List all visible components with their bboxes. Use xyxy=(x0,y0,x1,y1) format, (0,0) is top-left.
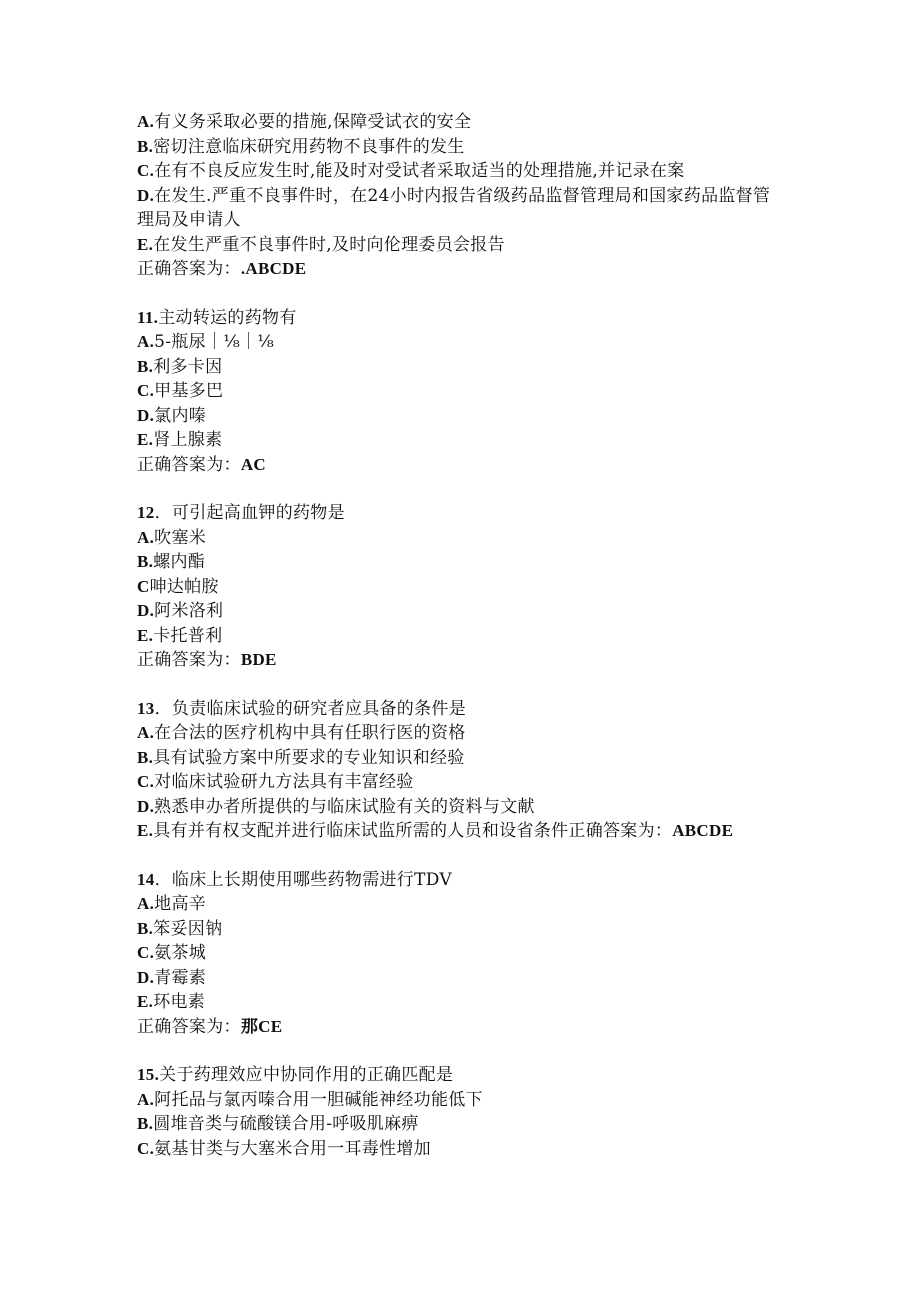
option-d: D.在发生.严重不良事件时，在24小时内报告省级药品监督管理局和国家药品监督管理局及申请人 xyxy=(137,185,771,230)
correct-answer: 正确答案为：AC xyxy=(137,454,266,475)
option-a: A.有义务采取必要的措施,保障受试衣的安全 xyxy=(137,112,472,132)
option-c: C.氨基甘类与大塞米合用一耳毒性增加 xyxy=(137,1138,431,1159)
option-b: B.密切注意临床研究用药物不良事件的发生 xyxy=(137,136,465,157)
option-e: E.环电素 xyxy=(137,992,206,1012)
question-title: 14．临床上长期使用哪些药物需进行TDV xyxy=(137,869,452,890)
option-b: B.螺内酯 xyxy=(137,552,206,572)
option-b: B.圆堆音类与硫酸镁合用-呼吸肌麻痹 xyxy=(137,1114,419,1134)
option-c: C呻达帕胺 xyxy=(137,576,219,597)
question-block xyxy=(137,868,817,1040)
option-d: D.熟悉申办者所提供的与临床试脸有关的资料与文献 xyxy=(137,796,535,817)
option-b: B.利多卡因 xyxy=(137,356,223,377)
correct-answer: 正确答案为：.ABCDE xyxy=(137,259,307,279)
option-c: C.氨茶城 xyxy=(137,943,207,963)
option-a: A.在合法的医疗机构中具有任职行医的资格 xyxy=(137,723,466,743)
option-c: C.在有不良反应发生时,能及时对受试者采取适当的处理措施,并记录在案 xyxy=(137,161,685,181)
question-title: 12．可引起高血钾的药物是 xyxy=(137,503,345,523)
option-d: D.氯内嗪 xyxy=(137,405,207,426)
correct-answer: ABCDE xyxy=(672,821,734,840)
option-b: B.笨妥因钠 xyxy=(137,918,223,939)
question-title: 15.关于药理效应中协同作用的正确匹配是 xyxy=(137,1065,454,1085)
question-list xyxy=(137,110,817,1185)
option-c: C.甲基多巴 xyxy=(137,381,224,401)
option-d: D.阿米洛利 xyxy=(137,601,224,621)
option-a: A.地高辛 xyxy=(137,894,207,914)
question-block xyxy=(137,1063,817,1161)
option-c: C.对临床试验研九方法具有丰富经验 xyxy=(137,772,414,792)
option-a: A.吹塞米 xyxy=(137,527,207,548)
option-e: E.在发生严重不良事件时,及时向伦理委员会报告 xyxy=(137,234,505,255)
question-block xyxy=(137,306,817,478)
question-title: 11.主动转运的药物有 xyxy=(137,307,297,328)
option-b: B.具有试验方案中所要求的专业知识和经验 xyxy=(137,747,465,768)
question-block xyxy=(137,110,817,282)
option-e-with-answer: E.具有并有权支配并进行临床试监所需的人员和设省条件正确答案为：ABCDE xyxy=(137,821,734,841)
option-e: E.肾上腺素 xyxy=(137,430,223,450)
option-a: A.阿托品与氯丙嗪合用一胆碱能神经功能低下 xyxy=(137,1089,483,1110)
option-e: E.卡托普利 xyxy=(137,625,223,646)
question-block xyxy=(137,501,817,673)
question-title: 13．负责临床试验的研究者应具备的条件是 xyxy=(137,698,467,719)
correct-answer: 正确答案为：BDE xyxy=(137,650,277,670)
option-d: D.青霉素 xyxy=(137,967,207,988)
question-block xyxy=(137,697,817,844)
correct-answer: 正确答案为：那CE xyxy=(137,1016,283,1037)
option-a: A.5-瓶尿｜⅛｜⅛ xyxy=(137,332,275,352)
